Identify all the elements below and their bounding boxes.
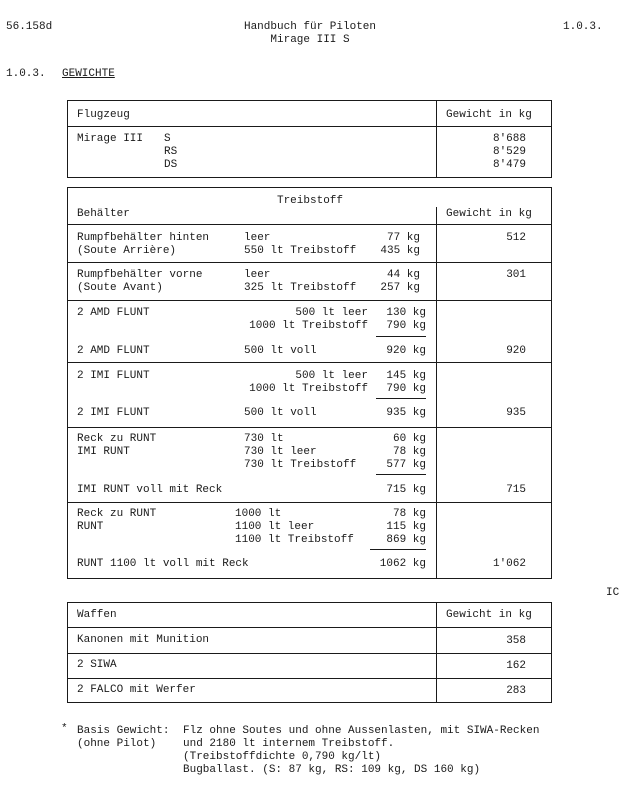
tank-name: IMI RUNT	[77, 446, 130, 458]
quantity: 1000 lt Treibstoff	[249, 383, 368, 395]
sum-name: 2 IMI FLUNT	[77, 407, 150, 419]
partial-weight: 577 kg	[386, 459, 426, 471]
tank-name: Reck zu RUNT	[77, 508, 157, 520]
sum-name: IMI RUNT voll mit Reck	[77, 484, 223, 496]
footnote-text: Bugballast. (S: 87 kg, RS: 109 kg, DS 160 kg)	[183, 764, 481, 776]
quantity: 1100 lt Treibstoff	[235, 534, 354, 546]
quantity: 730 lt leer	[244, 446, 317, 458]
table2-col1-header: Behälter	[77, 208, 130, 220]
weight-ds: 8'479	[492, 159, 526, 171]
tank-name: 2 AMD FLUNT	[77, 307, 150, 319]
quantity: 1000 lt Treibstoff	[249, 320, 368, 332]
footnote-label: (ohne Pilot)	[77, 738, 157, 750]
partial-weight: 78 kg	[392, 446, 426, 458]
variant-rs: RS	[164, 146, 178, 158]
quantity: 730 lt	[244, 433, 284, 445]
partial-weight: 145 kg	[386, 370, 426, 382]
quantity: 730 lt Treibstoff	[244, 459, 357, 471]
partial-weight: 790 kg	[386, 383, 426, 395]
tank-name-fr: (Soute Arrière)	[77, 245, 177, 257]
total-weight: 301	[506, 269, 526, 281]
partial-weight: 257 kg	[380, 282, 420, 294]
total-weight: 935	[506, 407, 526, 419]
sum-quantity: 500 lt voll	[244, 345, 317, 357]
partial-weight: 435 kg	[380, 245, 420, 257]
sum-weight: 715 kg	[386, 484, 426, 496]
partial-weight: 60 kg	[392, 433, 426, 445]
sum-quantity: 500 lt voll	[244, 407, 317, 419]
total-weight: 715	[506, 484, 526, 496]
partial-weight: 115 kg	[386, 521, 426, 533]
weapon-name: Kanonen mit Munition	[77, 634, 210, 646]
section-title: GEWICHTE	[62, 68, 115, 80]
footnote-label: Basis Gewicht:	[77, 725, 170, 737]
quantity: 550 lt Treibstoff	[244, 245, 357, 257]
tank-name: Rumpfbehälter hinten	[77, 232, 210, 244]
doc-id: 56.158d	[6, 21, 53, 33]
quantity: 1000 lt	[235, 508, 282, 520]
total-weight: 920	[506, 345, 526, 357]
doc-title-line1: Handbuch für Piloten	[243, 21, 377, 33]
weapon-name: 2 SIWA	[77, 659, 117, 671]
weapon-weight: 162	[506, 660, 526, 672]
weapon-weight: 358	[506, 635, 526, 647]
tank-name-fr: (Soute Avant)	[77, 282, 163, 294]
total-weight: 1'062	[492, 558, 526, 570]
weapon-weight: 283	[506, 685, 526, 697]
table1-col2-header: Gewicht in kg	[446, 109, 532, 121]
section-number: 1.0.3.	[6, 68, 46, 80]
partial-weight: 77 kg	[386, 232, 420, 244]
table1-col1-header: Flugzeug	[77, 109, 130, 121]
fuel-table-title: Treibstoff	[276, 195, 343, 207]
partial-weight: 790 kg	[386, 320, 426, 332]
sum-name: 2 AMD FLUNT	[77, 345, 150, 357]
weight-rs: 8'529	[492, 146, 526, 158]
total-weight: 512	[506, 232, 526, 244]
tank-name: 2 IMI FLUNT	[77, 370, 150, 382]
weight-s: 8'688	[492, 133, 526, 145]
footnote-text: und 2180 lt internem Treibstoff.	[183, 738, 395, 750]
tank-name: Rumpfbehälter vorne	[77, 269, 203, 281]
footnote-marker: *	[61, 723, 68, 735]
tank-name: Reck zu RUNT	[77, 433, 157, 445]
table3-col2-header: Gewicht in kg	[446, 609, 532, 621]
table2-col2-header: Gewicht in kg	[446, 208, 532, 220]
quantity: 500 lt leer	[295, 307, 368, 319]
sum-name: RUNT 1100 lt voll mit Reck	[77, 558, 249, 570]
quantity: leer	[244, 269, 271, 281]
header-section-ref: 1.0.3.	[563, 21, 603, 33]
aircraft-name: Mirage III	[77, 133, 144, 145]
quantity: 325 lt Treibstoff	[244, 282, 357, 294]
tank-name: RUNT	[77, 521, 104, 533]
variant-s: S	[164, 133, 171, 145]
partial-weight: 78 kg	[392, 508, 426, 520]
quantity: 1100 lt leer	[235, 521, 315, 533]
table3-col1-header: Waffen	[77, 609, 117, 621]
margin-change-mark: IC	[606, 587, 620, 599]
quantity: 500 lt leer	[295, 370, 368, 382]
doc-title-line2: Mirage III S	[270, 34, 350, 46]
footnote-text: (Treibstoffdichte 0,790 kg/lt)	[183, 751, 382, 763]
sum-weight: 920 kg	[386, 345, 426, 357]
quantity: leer	[244, 232, 271, 244]
sum-weight: 935 kg	[386, 407, 426, 419]
footnote-text: Flz ohne Soutes und ohne Aussenlasten, mit SIWA-Recken	[183, 725, 540, 737]
sum-weight: 1062 kg	[379, 558, 426, 570]
partial-weight: 869 kg	[386, 534, 426, 546]
partial-weight: 44 kg	[386, 269, 420, 281]
variant-ds: DS	[164, 159, 178, 171]
partial-weight: 130 kg	[386, 307, 426, 319]
weapon-name: 2 FALCO mit Werfer	[77, 684, 196, 696]
